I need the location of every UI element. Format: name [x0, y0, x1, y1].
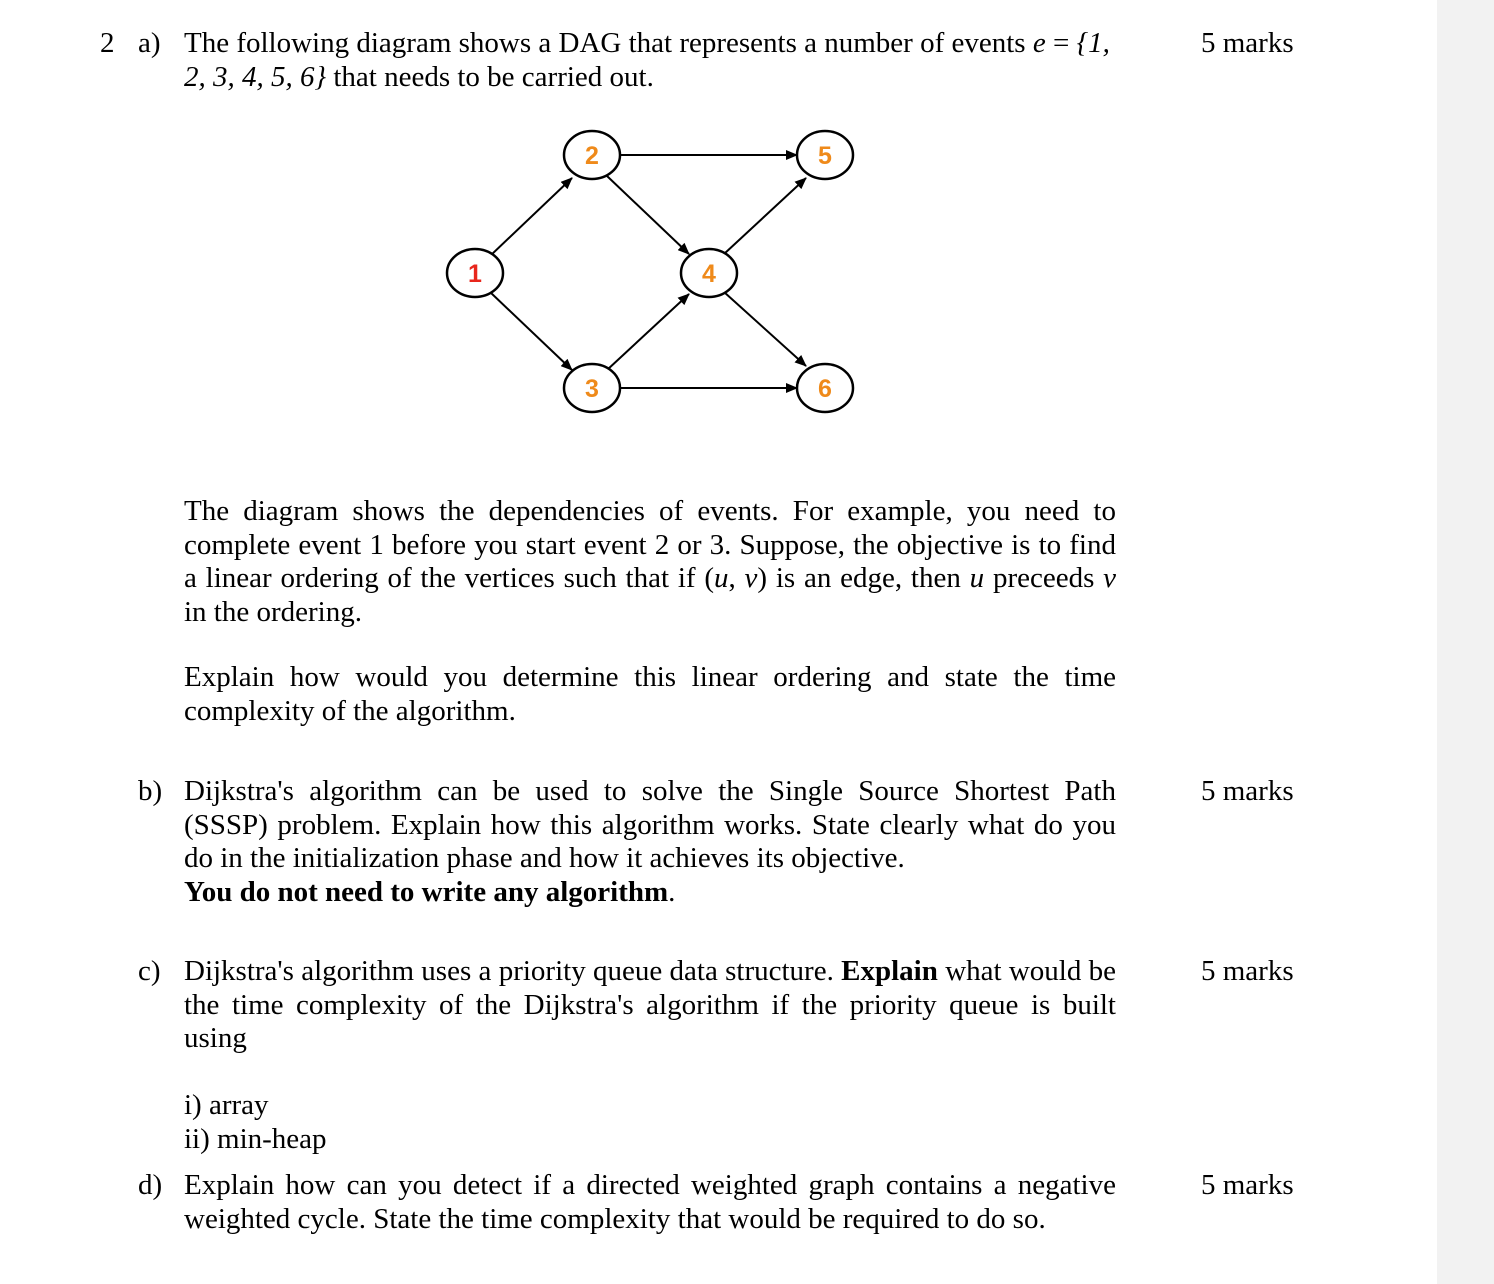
edge-4-5 [724, 178, 806, 254]
edge-1-3 [490, 292, 572, 370]
part-c-options [184, 1089, 327, 1156]
node-5-label: 5 [818, 142, 832, 170]
dag-diagram [0, 0, 1494, 460]
edge-2-4 [607, 176, 689, 254]
part-a-marks: 5 marks [1201, 27, 1294, 59]
edge-3-4 [607, 294, 689, 370]
part-a-intro-line2: 2, 3, 4, 5, 6} that needs to be carried out. [184, 61, 654, 93]
option-array: i) array [184, 1089, 269, 1121]
node-4-label: 4 [702, 260, 716, 288]
part-a-intro-line1: The following diagram shows a DAG that represents a number of events e = {1, [184, 27, 1110, 59]
part-c-label: c) [138, 955, 161, 987]
part-a-label: a) [138, 27, 161, 59]
part-c-marks: 5 marks [1201, 955, 1294, 987]
part-a-description: The diagram shows the dependencies of events. For example, you need to complete event 1 before you start event 2 or 3. Suppose, the objective is to find a linear ordering of the vertices such that if (u, v) is an edge, then u preceeds v in the ordering. [184, 495, 1117, 628]
question-number: 2 [100, 27, 115, 59]
part-b-label: b) [138, 775, 163, 807]
part-a-desc-line3: a linear ordering of the vertices such that if (u, v) is an edge, then u preceeds v [184, 562, 1117, 594]
edge-4-6 [724, 292, 806, 366]
node-6-label: 6 [818, 375, 832, 403]
part-d-text: Explain how can you detect if a directed weighted graph contains a negative weighted cycle. State the time complexity that would be required to do so. [184, 1169, 1116, 1235]
node-3-label: 3 [585, 375, 599, 403]
part-b-marks: 5 marks [1201, 775, 1294, 807]
part-c-text: Dijkstra's algorithm uses a priority queue data structure. Explain what would be the time complexity of the Dijkstra's algorithm if the priority queue is built using [184, 955, 1117, 1054]
node-2-label: 2 [585, 142, 599, 170]
part-d-marks: 5 marks [1201, 1169, 1294, 1201]
part-b-text: Dijkstra's algorithm can be used to solve the Single Source Shortest Path (SSSP) problem. Explain how this algorithm works. State clearly what do you do in the initialization phase and how it achieves its objective. You do not need to write any algorithm. [184, 775, 1116, 908]
option-min-heap: ii) min-heap [184, 1122, 327, 1155]
edge-1-2 [490, 178, 572, 256]
node-1-label: 1 [468, 260, 482, 288]
part-a-question: Explain how would you determine this linear ordering and state the time complexity of the algorithm. [184, 661, 1116, 727]
part-d-label: d) [138, 1169, 163, 1201]
